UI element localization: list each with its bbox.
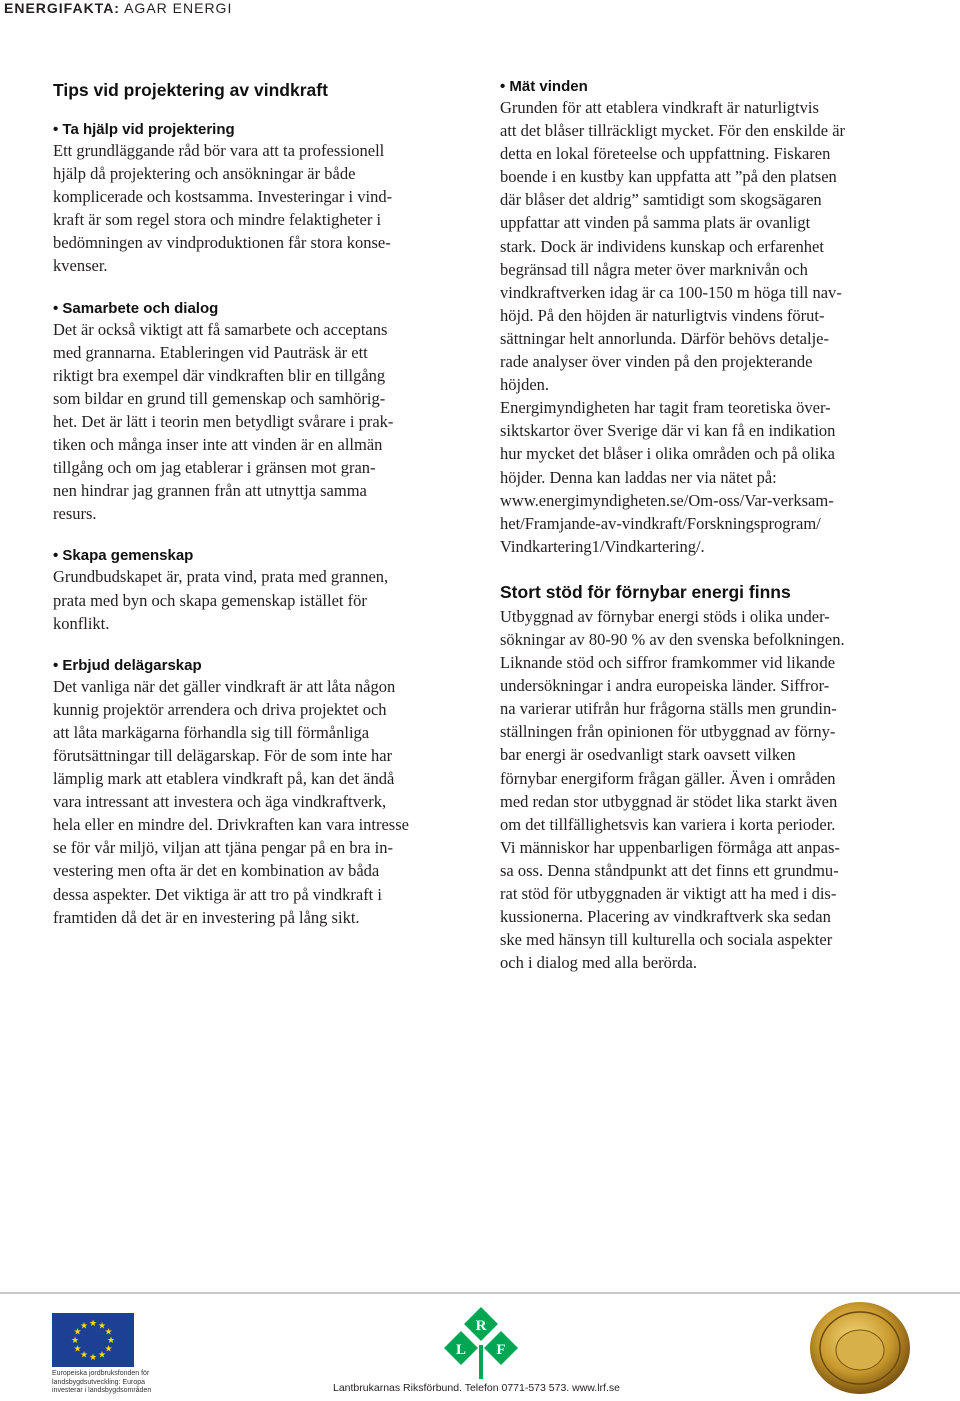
text-line: höjd. På den höjden är naturligtvis vindens förut- <box>500 305 825 325</box>
paragraph-support <box>500 605 910 975</box>
header-label: ENERGIFAKTA: <box>4 0 120 16</box>
text-line: kraft är som regel stora och mindre felaktigheter i <box>53 210 382 230</box>
text-line: konflikt. <box>53 613 110 633</box>
seal-icon <box>808 1300 912 1396</box>
svg-text:★: ★ <box>97 1321 107 1332</box>
lrf-logo <box>441 1305 521 1384</box>
paragraph-help <box>53 139 465 278</box>
text-line: riktigt bra exempel där vindkraften blir en tillgång <box>53 365 386 385</box>
text-line: vestering men ofta är det en kombination av båda <box>53 861 380 881</box>
subheading-community: • Skapa gemenskap <box>53 547 194 565</box>
text-line: ställningen från opinionen för utbyggnad av förny- <box>500 722 836 742</box>
text-line: na varierar utifrån hur frågorna ställs men grundin- <box>500 699 837 719</box>
text-line: bar energi är osedvanligt stark oavsett vilken <box>500 745 796 765</box>
text-line: att låta markägarna förhandla sig till förmånliga <box>53 722 370 742</box>
text-line: Det är också viktigt att få samarbete och acceptans <box>53 319 388 339</box>
section-measure-wind <box>500 78 910 558</box>
web-address-line: Vindkartering1/Vindkartering/. <box>500 536 705 556</box>
text-line: prata med byn och skapa gemenskap istället för <box>53 590 367 610</box>
text-line: boende i en kustby kan uppfatta att ”på den platsen <box>500 167 837 187</box>
text-line: höjder. Denna kan laddas ner via nätet på: <box>500 467 777 487</box>
section-community <box>53 547 465 634</box>
text-line: förutsättningar till delägarskap. För de som inte har <box>53 745 393 765</box>
footer-divider <box>0 1292 960 1294</box>
text-line: se för vår miljö, viljan att tjäna pengar på en bra in- <box>53 838 393 858</box>
text-line: sa oss. Denna ståndpunkt att det finns ett grundmu- <box>500 860 839 880</box>
text-line: undersökningar i andra europeiska länder. Siffror- <box>500 676 830 696</box>
svg-text:★: ★ <box>104 1327 113 1338</box>
text-line: med redan stor utbyggnad är stödet lika starkt även <box>500 791 838 811</box>
goda-affarer-seal <box>808 1300 912 1401</box>
svg-text:★: ★ <box>70 1336 80 1346</box>
text-line: komplicerade och kostsamma. Investeringar i vind- <box>53 187 393 207</box>
section-title-support: Stort stöd för förnybar energi finns <box>500 581 791 602</box>
paragraph-cooperation <box>53 318 465 526</box>
text-line: lämplig mark att etablera vindkraft på, kan det ändå <box>53 769 395 789</box>
text-line: Grunden för att etablera vindkraft är naturligtvis <box>500 98 819 117</box>
text-line: hjälp då projektering och ansökningar är både <box>53 164 356 184</box>
text-line: rade analyser över vinden på den projekterande <box>500 352 813 372</box>
text-line: rat stöd för utbyggnaden är viktigt att ha med i dis- <box>500 884 837 903</box>
text-line: kvenser. <box>53 256 108 276</box>
text-line: dessa aspekter. Det viktiga är att tro på vindkraft i <box>53 884 382 904</box>
svg-text:★: ★ <box>79 1350 89 1361</box>
text-line: Energimyndigheten har tagit fram teoretiska över- <box>500 398 831 418</box>
header-subject: AGAR ENERGI <box>119 0 233 16</box>
text-line: framtiden då det är en investering på lång sikt. <box>53 907 360 927</box>
document-header <box>4 0 232 16</box>
svg-text:★: ★ <box>106 1336 116 1346</box>
text-line: Liknande stöd och siffror framkommer vid likande <box>500 653 836 673</box>
text-line: kussionerna. Placering av vindkraftverk ska sedan <box>500 907 831 927</box>
text-line: om det tillfällighetsvis kan variera i korta perioder. <box>500 814 836 834</box>
text-line: tillgång och om jag etablerar i gränsen mot gran- <box>53 458 376 478</box>
text-line: begränsad till några meter över marknivån och <box>500 259 808 279</box>
text-line: detta en lokal företeelse och uppfattning. Fiskaren <box>500 144 831 164</box>
right-column <box>500 78 910 974</box>
text-line: ske med hänsyn till kulturella och sociala aspekter <box>500 930 833 950</box>
paragraph-ownership <box>53 675 465 929</box>
section-help <box>53 121 465 278</box>
text-line: förnybar energiform frågan gäller. Även i områden <box>500 768 836 788</box>
text-line: sättningar helt annorlunda. Därför behövs detalje- <box>500 328 829 348</box>
lrf-tree-icon <box>441 1305 521 1379</box>
text-line: som bildar en grund till gemenskap och samhörig- <box>53 388 386 408</box>
lrf-letter-f: F <box>496 1342 506 1358</box>
svg-text:★: ★ <box>97 1350 107 1361</box>
svg-text:★: ★ <box>73 1327 82 1338</box>
text-line: och i dialog med alla berörda. <box>500 953 698 973</box>
eu-flag-icon <box>52 1313 134 1367</box>
text-line: hela eller en mindre del. Drivkraften kan vara intresse <box>53 815 409 835</box>
text-line: uppfattar att vinden på samma plats är ovanligt <box>500 213 811 233</box>
footer-contact: Lantbrukarnas Riksförbund. Telefon 0771-573 573. www.lrf.se <box>333 1382 620 1394</box>
text-line: tiken och många inser inte att vinden är en allmän <box>53 435 383 455</box>
subheading-help: • Ta hjälp vid projektering <box>53 121 235 138</box>
text-line: vara intressant att investera och äga vindkraftverk, <box>53 792 387 812</box>
text-line: Utbyggnad av förnybar energi stöds i olika under- <box>500 606 830 626</box>
text-line: höjden. <box>500 375 550 395</box>
eu-flag-logo <box>52 1313 134 1372</box>
web-address-line: het/Framjande-av-vindkraft/Forskningsprogram/ <box>500 513 821 533</box>
paragraph-measure-wind <box>500 96 910 558</box>
lrf-letter-l: L <box>455 1342 467 1358</box>
paragraph-community <box>53 565 465 634</box>
svg-text:★: ★ <box>104 1344 113 1355</box>
text-line: Vi människor har uppenbarligen förmåga att anpas- <box>500 837 840 857</box>
text-line: med grannarna. Etableringen vid Pauträsk är ett <box>53 342 368 362</box>
text-line: sökningar av 80-90 % av den svenska befolkningen. <box>500 629 845 649</box>
svg-text:★: ★ <box>73 1344 82 1355</box>
lrf-letter-r: R <box>475 1318 487 1334</box>
svg-text:★: ★ <box>79 1321 89 1332</box>
section-ownership <box>53 657 465 929</box>
section-cooperation <box>53 300 465 526</box>
text-line: där blåser det aldrig” samtidigt som skogsägaren <box>500 190 822 210</box>
text-line: kunnig projektör arrendera och driva projektet och <box>53 699 387 719</box>
text-line: resurs. <box>53 504 97 524</box>
text-line: vindkraftverken idag är ca 100-150 m höga till nav- <box>500 282 842 302</box>
text-line: siktskartor över Sverige där vi kan få en indikation <box>500 421 836 441</box>
text-line: Det vanliga när det gäller vindkraft är att låta någon <box>53 676 396 696</box>
left-column <box>53 78 465 951</box>
subheading-cooperation: • Samarbete och dialog <box>53 299 219 317</box>
text-line: Grundbudskapet är, prata vind, prata med grannen, <box>53 567 389 587</box>
text-line: Ett grundläggande råd bör vara att ta professionell <box>53 141 385 160</box>
text-line: stark. Dock är individens kunskap och erfarenhet <box>500 236 824 256</box>
subheading-measure-wind: • Mät vinden <box>500 78 588 95</box>
eu-caption: Europeiska jordbruksfonden för landsbygdsutveckling: Europa investerar i landsbygdsområden <box>52 1370 152 1394</box>
svg-text:★: ★ <box>88 1319 98 1329</box>
text-line: het. Det är lätt i teorin men betydligt svårare i prak- <box>53 411 394 431</box>
section-title-tips: Tips vid projektering av vindkraft <box>53 80 328 100</box>
subheading-ownership: • Erbjud delägarskap <box>53 656 202 674</box>
text-line: bedömningen av vindproduktionen får stora konse- <box>53 233 391 253</box>
text-line: nen hindrar jag grannen från att utnyttja samma <box>53 481 367 501</box>
text-line: att det blåser tillräckligt mycket. För den enskilde är <box>500 121 846 141</box>
web-address-line: www.energimyndigheten.se/Om-oss/Var-verksam- <box>500 490 834 510</box>
svg-text:★: ★ <box>88 1353 98 1363</box>
text-line: hur mycket det blåser i olika områden och på olika <box>500 444 835 464</box>
